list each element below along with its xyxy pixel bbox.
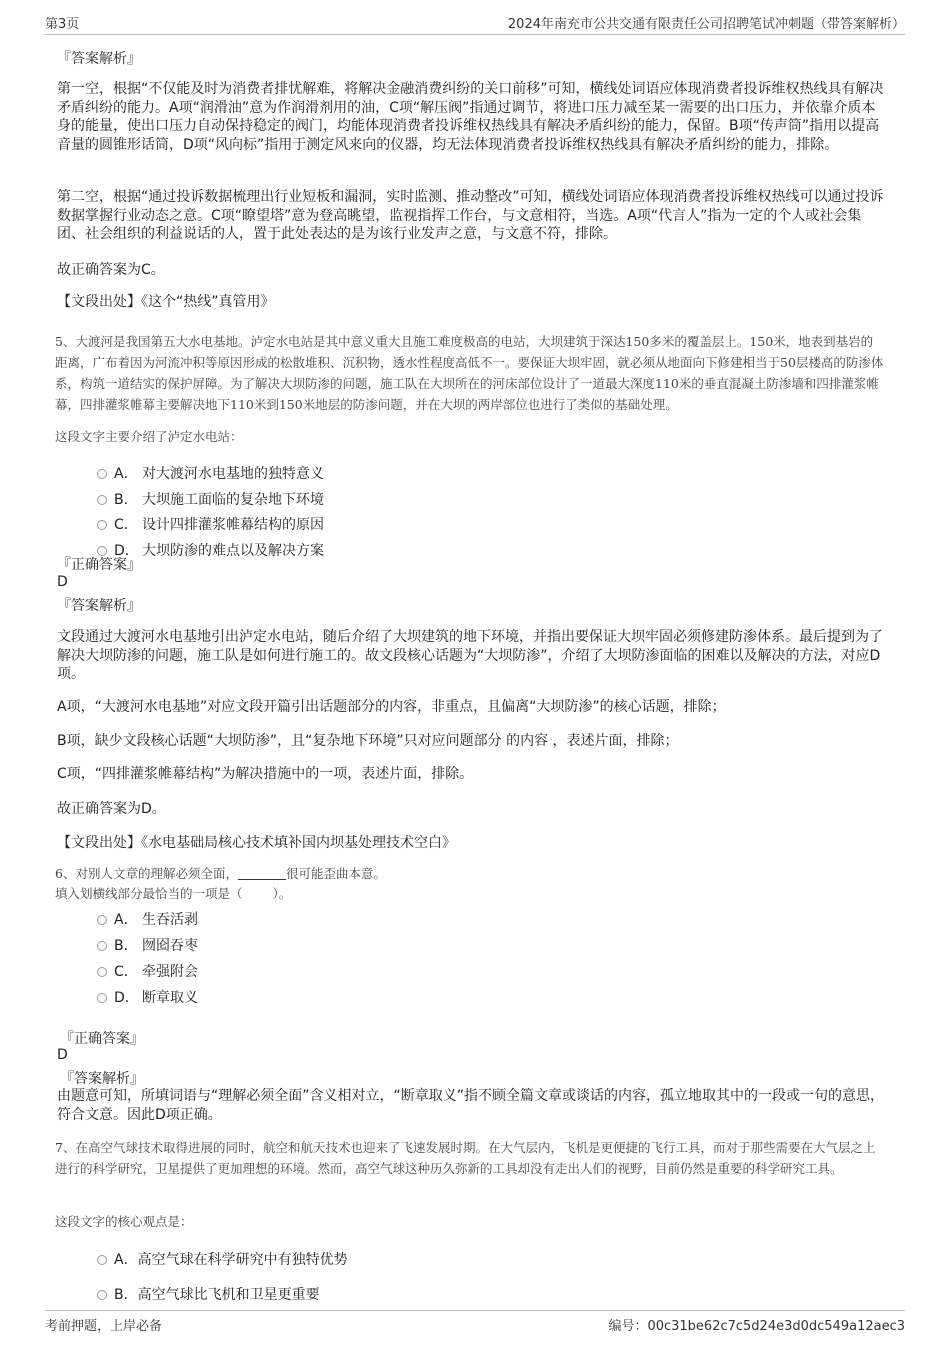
page-footer xyxy=(45,1310,905,1335)
q6-option-d[interactable]: D． 断章取义 xyxy=(97,987,198,1007)
q5-analysis-para2: A项，“大渡河水电基地”对应文段开篇引出话题部分的内容，非重点，且偏离“大坝防渗”的核心话题，排除； xyxy=(57,699,726,715)
page-header xyxy=(45,0,905,35)
q7-question: 这段文字的核心观点是： xyxy=(55,1214,193,1229)
q4-analysis-label: 『答案解析』 xyxy=(57,51,141,67)
q6-stem: 6、对别人文章的理解必须全面， 很可能歪曲本意。 xyxy=(55,866,386,881)
q5-option-b[interactable]: B． 大坝施工面临的复杂地下环境 xyxy=(97,489,324,509)
q4-analysis-para2: 第二空，根据“通过投诉数据梳理出行业短板和漏洞，实时监测、推动整改”可知，横线处词语应体现消费者投诉维权热线可以通过投诉数据掌握行业动态之意。C项“瞭望塔”意为登高眺望，监视指挥工作台，与文意相符，当选。A项“代言人”指为一定的个人或社会集团、社会组织的利益说话的人，置于此处表达的是为该行业发声之意，与文意不符，排除。 xyxy=(57,189,884,242)
q6-option-c[interactable]: C． 牵强附会 xyxy=(97,961,198,981)
q4-analysis-para1: 第一空，根据“不仅能及时为消费者排忧解难，将解决金融消费纠纷的关口前移”可知，横线处词语应体现消费者投诉维权热线具有解决矛盾纠纷的能力。A项“润滑油”意为作润滑剂用的油，C项“解压阀”指通过调节，将进口压力减至某一需要的出口压力，并依靠介质本身的能量，使出口压力自动保持稳定的阀门，均能体现消费者投诉维权热线具有解决矛盾纠纷的能力，保留。B项“传声筒”指用以提高音量的圆锥形话筒，D项“风向标”指用于测定风来向的仪器，均无法体现消费者投诉维权热线具有解决矛盾纠纷的能力，排除。 xyxy=(57,81,884,153)
page-number: 第3页 xyxy=(45,17,80,32)
radio-icon[interactable] xyxy=(97,967,107,977)
q5-source: 【文段出处】《水电基础局核心技术填补国内坝基处理技术空白》 xyxy=(57,835,456,851)
radio-icon[interactable] xyxy=(97,495,107,505)
q4-source: 【文段出处】《这个“热线”真管用》 xyxy=(57,294,275,310)
answer-blank xyxy=(238,867,286,880)
footer-slogan: 考前押题，上岸必备 xyxy=(45,1319,163,1334)
q5-stem: 5、大渡河是我国第五大水电基地。泸定水电站是其中意义重大且施工难度极高的电站，大坝建筑于深达150多米的覆盖层上。150米，地表到基岩的距离，广布着因为河流冲积等原因形成的松散堆积、沉积物，透水性程度高低不一。要保证大坝牢固，就必须从地面向下修建相当于50层楼高的防渗体系，构筑一道结实的保护屏障。为了解决大坝防渗的问题，施工队在大坝所在的河床部位设计了一道最大深度110米的垂直混凝土防渗墙和四排灌浆帷幕，四排灌浆帷幕主要解决地下110米到150米地层的防渗问题，并在大坝的两岸部位也进行了类似的基础处理。 xyxy=(55,334,884,412)
q5-analysis-label: 『答案解析』 xyxy=(57,598,141,614)
q6-option-a[interactable]: A． 生吞活剥 xyxy=(97,909,198,929)
document-title: 2024年南充市公共交通有限责任公司招聘笔试冲刺题（带答案解析） xyxy=(507,17,905,32)
q7-option-a[interactable]: A．高空气球在科学研究中有独特优势 xyxy=(97,1249,348,1269)
radio-icon[interactable] xyxy=(97,469,107,479)
q5-option-a[interactable]: A． 对大渡河水电基地的独特意义 xyxy=(97,463,324,483)
q5-answer-label: 『正确答案』 xyxy=(57,557,141,573)
radio-icon[interactable] xyxy=(97,993,107,1003)
q5-option-d[interactable]: D． 大坝防渗的难点以及解决方案 xyxy=(97,540,324,560)
q6-analysis: 由题意可知，所填词语与“理解必须全面”含义相对立，“断章取义”指不顾全篇文章或谈话的内容，孤立地取其中的一段或一句的意思，符合文意。因此D项正确。 xyxy=(57,1088,885,1123)
q6-option-b[interactable]: B． 囫囵吞枣 xyxy=(97,935,198,955)
q5-conclusion: 故正确答案为D。 xyxy=(57,801,166,817)
q7-option-b[interactable]: B．高空气球比飞机和卫星更重要 xyxy=(97,1284,320,1304)
radio-icon[interactable] xyxy=(97,1255,107,1265)
q7-stem: 7、在高空气球技术取得进展的同时，航空和航天技术也迎来了飞速发展时期。在大气层内，飞机是更便捷的飞行工具，而对于那些需要在大气层之上进行的科学研究，卫星提供了更加理想的环境。然而，高空气球这种历久弥新的工具却没有走出人们的视野，目前仍然是重要的科学研究工具。 xyxy=(55,1140,876,1176)
q6-question: 填入划横线部分最恰当的一项是（ ）。 xyxy=(55,886,292,901)
radio-icon[interactable] xyxy=(97,520,107,530)
radio-icon[interactable] xyxy=(97,915,107,925)
q5-analysis-para4: C项，“四排灌浆帷幕结构”为解决措施中的一项，表述片面，排除。 xyxy=(57,766,474,782)
radio-icon[interactable] xyxy=(97,1290,107,1300)
document-code: 编号：00c31be62c7c5d24e3d0dc549a12aec3 xyxy=(608,1319,905,1334)
q5-question: 这段文字主要介绍了泸定水电站： xyxy=(55,429,243,444)
q6-answer: D xyxy=(57,1047,68,1063)
q5-analysis-para3: B项，缺少文段核心话题“大坝防渗”，且“复杂地下环境”只对应问题部分 的内容 ，表述片面，排除； xyxy=(57,733,679,749)
q4-conclusion: 故正确答案为C。 xyxy=(57,262,165,278)
q6-analysis-label: 『答案解析』 xyxy=(60,1071,144,1087)
q6-answer-label: 『正确答案』 xyxy=(60,1031,144,1047)
q5-option-c[interactable]: C． 设计四排灌浆帷幕结构的原因 xyxy=(97,514,324,534)
radio-icon[interactable] xyxy=(97,941,107,951)
q5-answer: D xyxy=(57,574,68,590)
q5-analysis-para1: 文段通过大渡河水电基地引出泸定水电站，随后介绍了大坝建筑的地下环境，并指出要保证大坝牢固必须修建防渗体系。最后提到为了解决大坝防渗的问题，施工队是如何进行施工的。故文段核心话题为“大坝防渗”，介绍了大坝防渗面临的困难以及解决的方法，对应D项。 xyxy=(57,629,883,682)
